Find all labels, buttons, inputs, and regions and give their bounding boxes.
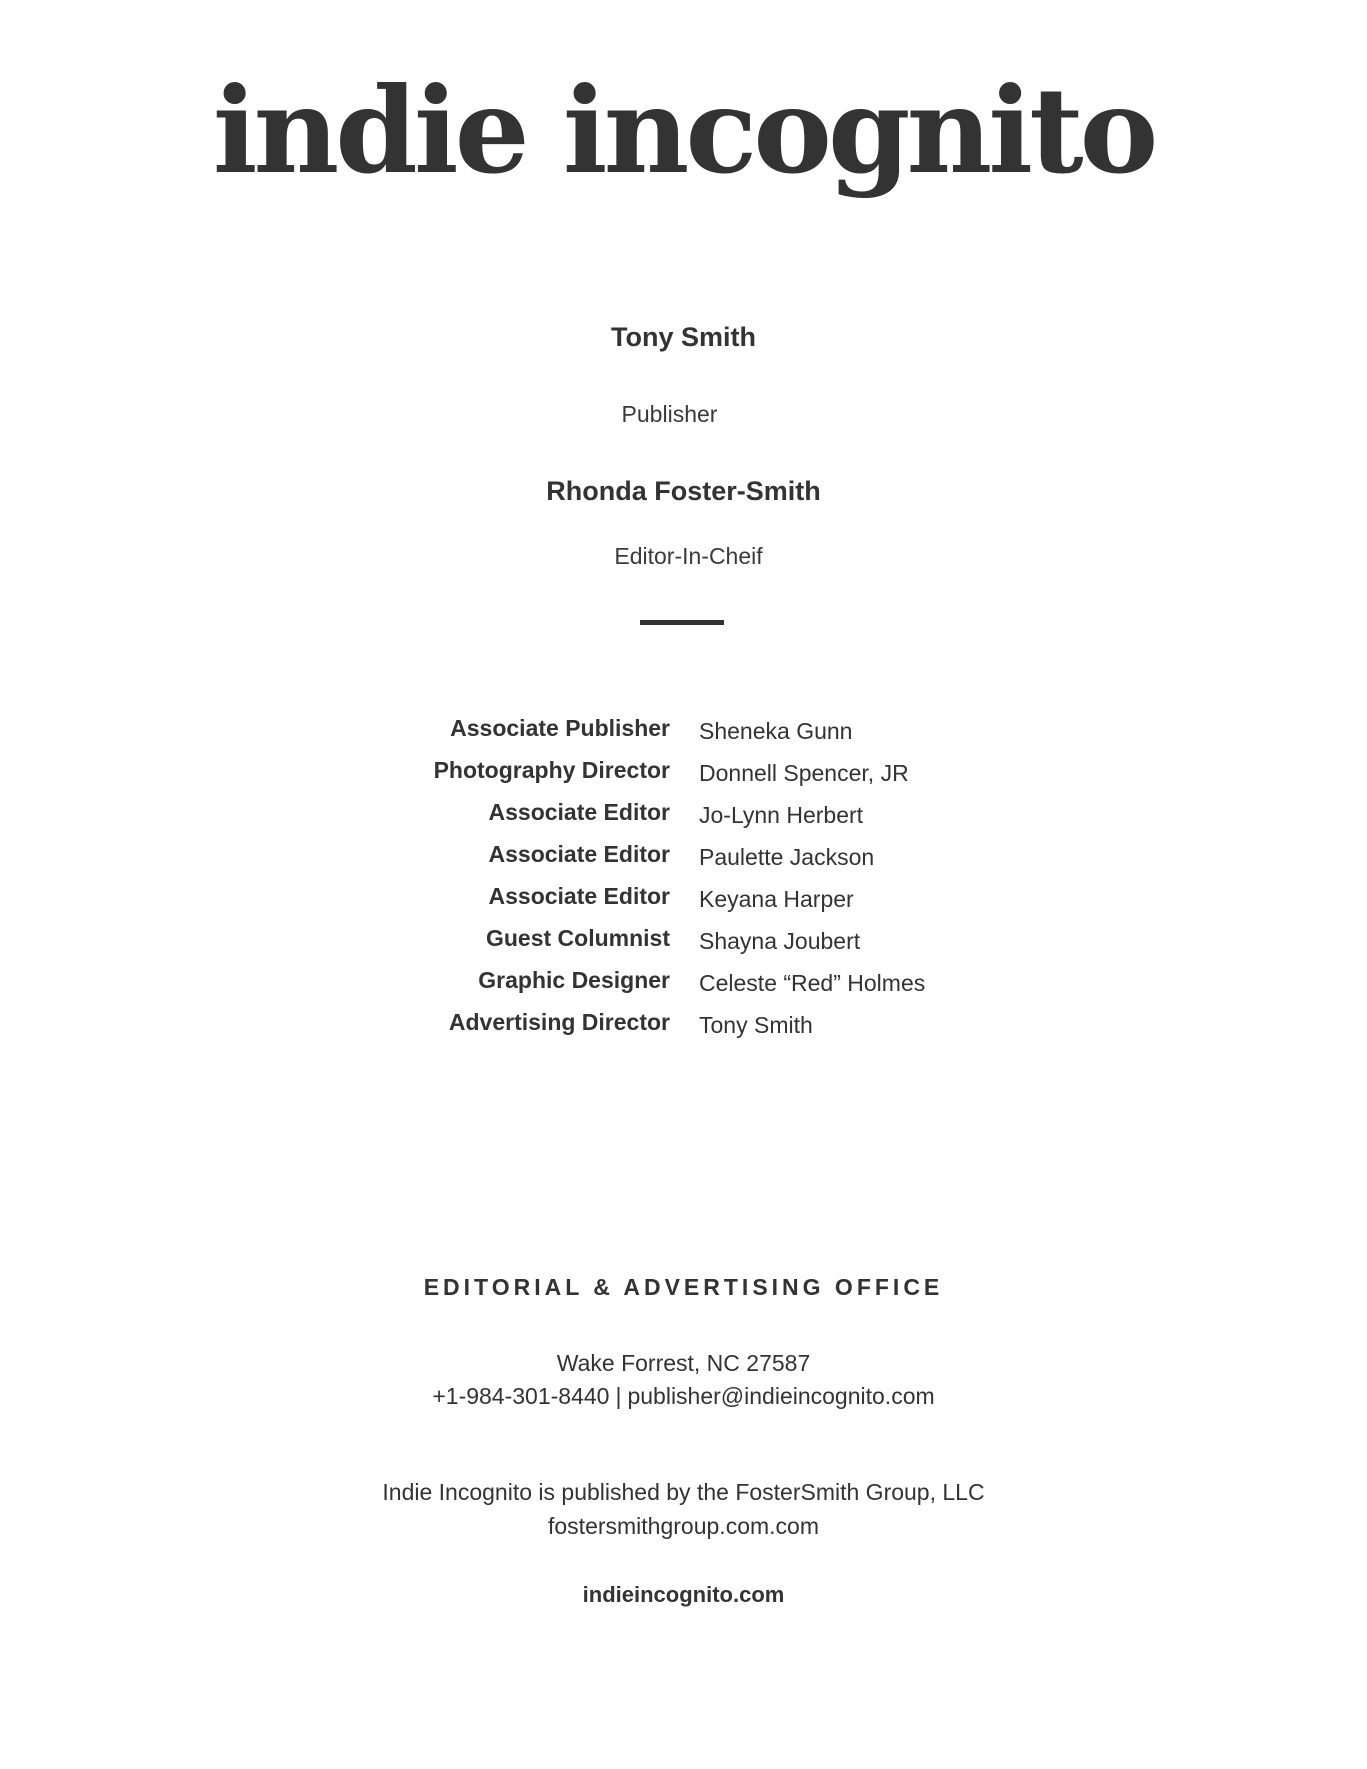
editor-role: Editor-In-Cheif: [614, 543, 763, 569]
magazine-website[interactable]: indieincognito.com: [582, 1582, 785, 1607]
staff-list: [0, 715, 1367, 1051]
contact-separator: |: [615, 1383, 622, 1409]
staff-title: Associate Editor: [488, 883, 670, 909]
staff-title: Advertising Director: [448, 1009, 670, 1035]
staff-name: Sheneka Gunn: [699, 718, 853, 744]
office-phone[interactable]: +1-984-301-8440: [432, 1383, 610, 1409]
magazine-title: indie incognito: [212, 61, 1155, 200]
staff-row: [0, 1009, 1367, 1051]
staff-name: Shayna Joubert: [699, 928, 861, 954]
publisher-name: Tony Smith: [611, 322, 756, 352]
publisher-role: Publisher: [621, 401, 718, 427]
staff-title: Associate Editor: [488, 841, 670, 867]
staff-row: [0, 841, 1367, 883]
staff-name: Tony Smith: [699, 1012, 813, 1038]
staff-name: Keyana Harper: [699, 886, 854, 912]
office-heading: EDITORIAL & ADVERTISING OFFICE: [423, 1274, 944, 1300]
staff-title: Associate Publisher: [450, 715, 670, 741]
staff-row: [0, 799, 1367, 841]
section-divider: [640, 620, 724, 625]
staff-row: [0, 715, 1367, 757]
office-email[interactable]: publisher@indieincognito.com: [627, 1383, 935, 1409]
staff-title: Associate Editor: [488, 799, 670, 825]
editor-name: Rhonda Foster-Smith: [546, 476, 821, 506]
staff-row: [0, 883, 1367, 925]
staff-name: Paulette Jackson: [699, 844, 875, 870]
staff-title: Photography Director: [433, 757, 670, 783]
publisher-statement: Indie Incognito is published by the FosterSmith Group, LLC: [382, 1479, 985, 1505]
staff-name: Donnell Spencer, JR: [699, 760, 909, 786]
staff-name: Jo-Lynn Herbert: [699, 802, 864, 828]
staff-title: Guest Columnist: [485, 925, 670, 951]
staff-title: Graphic Designer: [478, 967, 670, 993]
staff-row: [0, 757, 1367, 799]
office-contact-line: [0, 1383, 1367, 1410]
staff-row: [0, 925, 1367, 967]
publisher-website[interactable]: fostersmithgroup.com.com: [548, 1513, 819, 1539]
staff-row: [0, 967, 1367, 1009]
staff-name: Celeste “Red” Holmes: [699, 970, 926, 996]
office-address: Wake Forrest, NC 27587: [556, 1350, 811, 1376]
